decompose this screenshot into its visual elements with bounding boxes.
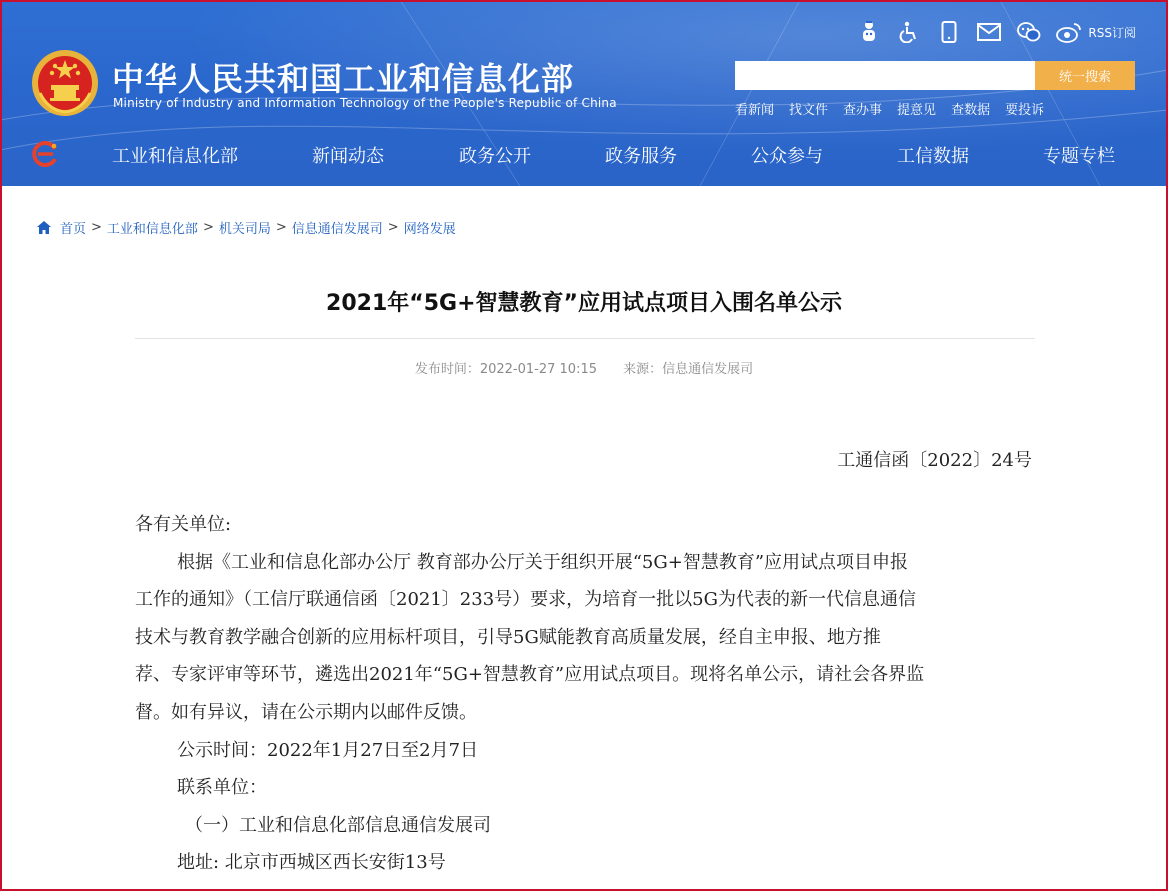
robot-assistant-icon[interactable] — [856, 19, 882, 45]
utility-toolbar — [856, 18, 1136, 46]
article-body — [135, 506, 1035, 882]
quick-link-services[interactable]: 查办事 — [843, 103, 883, 118]
paragraph-line: 根据《工业和信息化部办公厅 教育部办公厅关于组织开展“5G+智慧教育”应用试点项目申报 — [177, 551, 909, 573]
home-icon[interactable] — [36, 220, 52, 235]
notice-period: 公示时间：2022年1月27日至2月7日 — [177, 739, 479, 761]
paragraph-line: 工作的通知》（工信厅联通信函〔2021〕233号）要求，为培育一批以5G为代表的新一代信息通信 — [135, 589, 916, 611]
quick-link-complaint[interactable]: 要投诉 — [1005, 103, 1045, 118]
publish-time: 发布时间：2022-01-27 10:15 — [414, 362, 597, 377]
weibo-icon[interactable] — [1056, 19, 1082, 45]
nav-item-data[interactable]: 工信数据 — [897, 146, 969, 167]
breadcrumb-ministry[interactable]: 工业和信息化部 — [106, 222, 198, 237]
title-divider — [135, 338, 1035, 339]
wechat-icon[interactable] — [1016, 19, 1042, 45]
breadcrumb-home[interactable]: 首页 — [60, 222, 87, 237]
breadcrumb-departments[interactable]: 机关司局 — [218, 222, 271, 237]
breadcrumb-separator: > — [387, 220, 399, 235]
site-header — [0, 0, 1168, 186]
quick-link-feedback[interactable]: 提意见 — [897, 103, 937, 118]
breadcrumb-ict-department[interactable]: 信息通信发展司 — [291, 222, 383, 237]
rss-subscribe-link[interactable]: RSS订阅 — [1088, 25, 1136, 40]
accessibility-icon[interactable] — [896, 19, 922, 45]
mail-icon[interactable] — [976, 19, 1002, 45]
nav-item-government-affairs[interactable]: 政务公开 — [459, 146, 531, 167]
breadcrumb-separator: > — [91, 220, 102, 235]
contact-address: 地址: 北京市西城区西长安街13号 — [177, 852, 446, 874]
quick-link-files[interactable]: 找文件 — [789, 103, 829, 118]
quick-link-data[interactable]: 查数据 — [951, 103, 991, 118]
quick-link-news[interactable]: 看新闻 — [735, 103, 775, 118]
salutation: 各有关单位: — [135, 514, 232, 535]
search-input[interactable] — [735, 61, 1035, 90]
breadcrumb-network-development[interactable]: 网络发展 — [403, 222, 456, 237]
nav-item-special-topics[interactable]: 专题专栏 — [1043, 146, 1115, 167]
site-subtitle: Ministry of Industry and Information Technology of the People's Republic of China — [113, 96, 617, 110]
paragraph-line: 荐、专家评审等环节，遴选出2021年“5G+智慧教育”应用试点项目。现将名单公示，请社会各界监 — [135, 664, 925, 686]
paragraph-line: 技术与教育教学融合创新的应用标杆项目，引导5G赋能教育高质量发展，经自主申报、地方推 — [135, 626, 881, 648]
nav-item-news[interactable]: 新闻动态 — [312, 146, 384, 167]
contact-label: 联系单位： — [177, 777, 267, 799]
nav-item-government-services[interactable]: 政务服务 — [605, 146, 677, 167]
quick-links — [735, 99, 1044, 118]
article-source: 来源：信息通信发展司 — [623, 362, 754, 377]
breadcrumb-separator: > — [202, 220, 214, 235]
breadcrumb-separator: > — [275, 220, 287, 235]
main-navigation — [0, 128, 1168, 180]
contact-organization: （一）工业和信息化部信息通信发展司 — [185, 814, 491, 836]
paragraph-line: 督。如有异议，请在公示期内以邮件反馈。 — [135, 701, 477, 723]
site-title[interactable]: 中华人民共和国工业和信息化部 — [112, 60, 575, 98]
nav-item-ministry[interactable]: 工业和信息化部 — [112, 146, 238, 167]
mobile-icon[interactable] — [936, 19, 962, 45]
e-government-logo-icon[interactable] — [31, 140, 59, 168]
national-emblem-icon[interactable] — [30, 48, 100, 118]
nav-item-public-participation[interactable]: 公众参与 — [751, 146, 823, 167]
document-number: 工通信函〔2022〕24号 — [837, 450, 1032, 471]
article-title: 2021年“5G+智慧教育”应用试点项目入围名单公示 — [326, 291, 842, 316]
breadcrumb — [36, 218, 456, 237]
search-button[interactable]: 统一搜索 — [1035, 61, 1135, 90]
article-meta — [0, 358, 1168, 377]
